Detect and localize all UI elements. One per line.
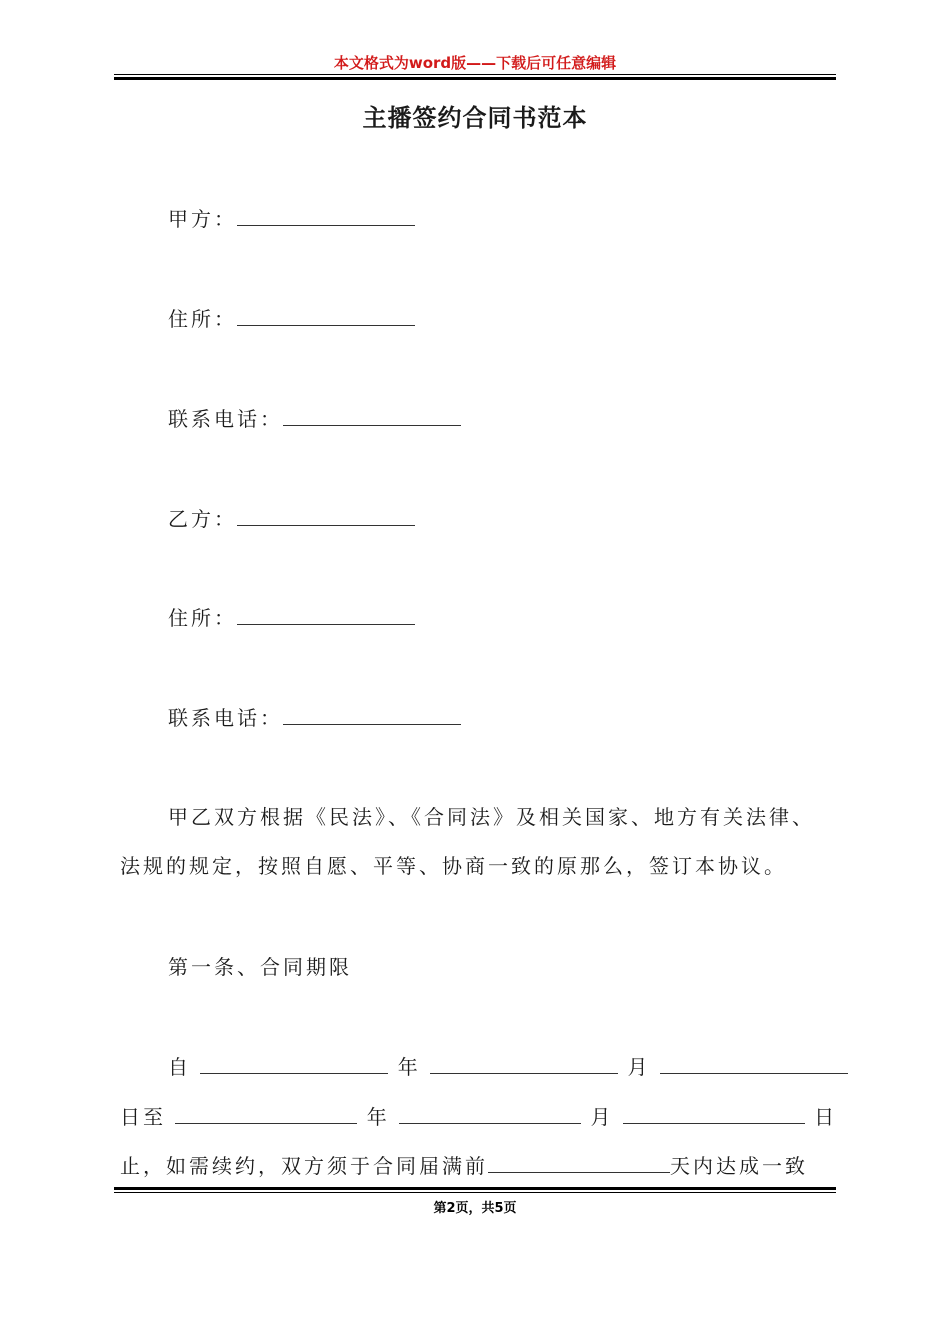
text-segment: 日 [814, 1105, 838, 1129]
blank-line [283, 706, 461, 725]
party-a-phone-field [168, 405, 461, 433]
article-1-line-1 [168, 1053, 848, 1081]
text-segment: 止，如需续约，双方须于合同届满前 [120, 1154, 488, 1178]
field-label: 乙方： [168, 507, 237, 531]
text-segment: 月 [590, 1105, 614, 1129]
footer-rule-thick [114, 1187, 836, 1190]
blank-line [200, 1055, 388, 1074]
party-b-phone-field [168, 704, 461, 732]
blank-line [623, 1105, 805, 1124]
field-label: 联系电话： [168, 407, 283, 431]
blank-line [399, 1105, 581, 1124]
text-segment: 自 [168, 1055, 191, 1079]
article-1-heading: 第一条、合同期限 [168, 955, 352, 979]
footer-rule-thin [114, 1192, 836, 1193]
party-b-field [168, 505, 415, 533]
preamble-line-1: 甲乙双方根据《民法》、《合同法》及相关国家、地方有关法律、 [168, 805, 815, 829]
blank-line [237, 307, 415, 326]
article-1-line-3 [120, 1152, 808, 1180]
blank-line [237, 207, 415, 226]
blank-line [175, 1105, 357, 1124]
text-segment: 年 [366, 1105, 390, 1129]
article-1-line-2 [120, 1103, 837, 1131]
format-note: 本文格式为word版——下载后可任意编辑 [333, 54, 617, 72]
page-indicator: 第2页，共5页 [433, 1201, 517, 1216]
text-segment: 月 [627, 1055, 651, 1079]
blank-line [430, 1055, 618, 1074]
party-b-address-field [168, 604, 415, 632]
blank-line [660, 1055, 848, 1074]
field-label: 住所： [168, 606, 237, 630]
text-segment: 天内达成一致 [670, 1154, 808, 1178]
blank-line [488, 1154, 670, 1173]
field-label: 甲方： [168, 207, 237, 231]
header-rule-thick [114, 77, 836, 80]
party-a-field [168, 205, 415, 233]
blank-line [237, 507, 415, 526]
field-label: 联系电话： [168, 706, 283, 730]
text-segment: 年 [397, 1055, 421, 1079]
header-rule-thin [114, 74, 836, 75]
party-a-address-field [168, 305, 415, 333]
field-label: 住所： [168, 307, 237, 331]
blank-line [237, 606, 415, 625]
page-title: 主播签约合同书范本 [362, 103, 588, 132]
preamble-line-2: 法规的规定，按照自愿、平等、协商一致的原那么，签订本协议。 [120, 854, 787, 878]
text-segment: 日至 [120, 1105, 166, 1129]
blank-line [283, 407, 461, 426]
